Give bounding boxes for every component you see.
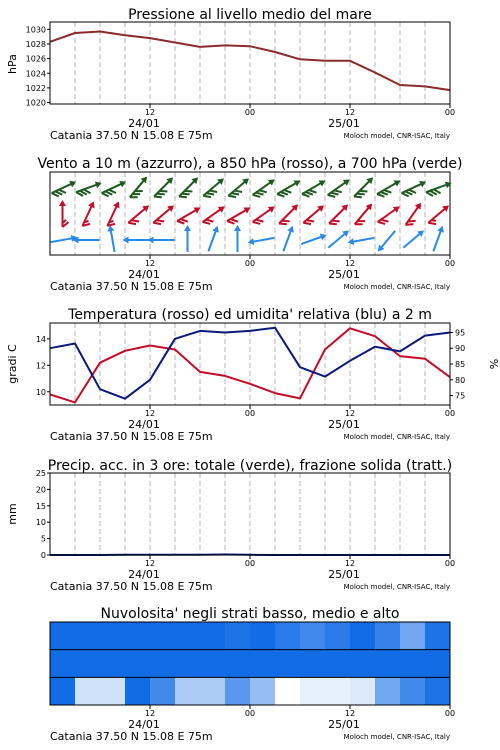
cloud-title: Nuvolosita' negli strati basso, medio e alto [100, 606, 400, 622]
location-label: Catania 37.50 N 15.08 E 75m [50, 580, 213, 593]
cloud-cell [300, 622, 325, 650]
wind-barb [148, 237, 175, 244]
wind-barb [425, 180, 454, 198]
wind-barb [375, 229, 398, 254]
wind-barb-head [95, 180, 103, 189]
wind-barb [375, 177, 403, 199]
wind-barb-shaft [51, 238, 75, 242]
precip-title: Precip. acc. in 3 ore: totale (verde), frazione solida (tratt.) [47, 458, 453, 474]
time-tick-label: 12 [144, 108, 156, 117]
wind-barb-head [194, 204, 203, 213]
cloud-cell [75, 622, 100, 650]
wind-barb [100, 178, 128, 198]
wind-barb [376, 204, 404, 227]
date-label: 24/01 [128, 718, 160, 731]
y-tick-label: 1022 [25, 83, 46, 93]
time-tick-label: 12 [344, 259, 356, 268]
cloud-cell [300, 650, 325, 678]
y-tick-label: 12 [35, 361, 46, 371]
cloud-cell [250, 622, 275, 650]
cloud-cell [250, 677, 275, 705]
time-tick-label: 00 [244, 559, 256, 568]
cloud-cell [150, 677, 175, 705]
date-label: 25/01 [328, 718, 360, 731]
wind-barb [352, 175, 378, 201]
wind-barb-head [113, 200, 122, 208]
date-label: 25/01 [328, 268, 360, 281]
cloud-cell [375, 650, 400, 678]
cloud-cell [175, 677, 200, 705]
cloud-cell [225, 677, 250, 705]
precip-ylabel: mm [6, 503, 19, 525]
wind-barb [106, 225, 118, 253]
cloud-cell [300, 677, 325, 705]
cloud-cell [425, 650, 450, 678]
wind-barb [275, 177, 303, 199]
model-label: Moloch model, CNR-ISAC, Italy [343, 583, 450, 591]
date-label: 25/01 [328, 418, 360, 431]
pressure-ylabel: hPa [6, 54, 19, 74]
wind-barb-head [437, 225, 446, 233]
y2-tick-label: 95 [455, 328, 466, 338]
cloud-cell [100, 650, 125, 678]
date-label: 25/01 [328, 568, 360, 581]
cloud-cell [75, 650, 100, 678]
date-label: 24/01 [128, 268, 160, 281]
date-label: 24/01 [128, 568, 160, 581]
wind-barb-head [287, 225, 296, 233]
wind-barb-shaft [227, 209, 248, 221]
y2-tick-label: 80 [455, 375, 466, 385]
wind-barb [430, 225, 446, 253]
cloud-cell [275, 650, 300, 678]
wind-barb [347, 234, 375, 246]
location-label: Catania 37.50 N 15.08 E 75m [50, 280, 213, 293]
wind-barb-shaft [177, 209, 198, 221]
y-tick-label: 1020 [25, 98, 46, 108]
wind-barb-head [59, 200, 66, 206]
cloud-cell [200, 650, 225, 678]
time-tick-label: 00 [444, 709, 456, 718]
cloud-cell [150, 650, 175, 678]
cloud-cell [400, 622, 425, 650]
wind-title: Vento a 10 m (azzurro), a 850 hPa (rosso), a 700 hPa (verde) [37, 156, 463, 172]
cloud-cell [200, 677, 225, 705]
wind-barb-shaft [301, 236, 324, 244]
wind-barb-shaft [208, 229, 216, 252]
wind-barb [234, 225, 241, 252]
wind-barb [277, 202, 303, 228]
time-tick-label: 00 [244, 409, 256, 418]
temp-ylabel: gradi C [6, 344, 19, 384]
wind-barb-head [234, 225, 241, 231]
cloud-cell [150, 622, 175, 650]
y2-tick-label: 85 [455, 360, 466, 369]
location-label: Catania 37.50 N 15.08 E 75m [50, 129, 213, 142]
location-label: Catania 37.50 N 15.08 E 75m [50, 430, 213, 443]
wind-barb-shaft [283, 229, 291, 252]
wind-barb [300, 177, 328, 199]
wind-barb [352, 201, 377, 228]
cloud-cell [50, 677, 75, 705]
cloud-cell [325, 622, 350, 650]
y-tick-label: 10 [35, 518, 46, 528]
wind-barb-shaft [328, 181, 348, 195]
time-tick-label: 00 [244, 709, 256, 718]
y-tick-label: 1030 [25, 25, 46, 35]
wind-barb [127, 174, 152, 201]
cloud-cell [325, 650, 350, 678]
cloud-plot [50, 622, 455, 743]
cloud-cell [125, 677, 150, 705]
time-tick-label: 12 [144, 559, 156, 568]
cloud-cell [175, 650, 200, 678]
wind-barb-head [320, 232, 328, 241]
wind-barb-shaft [380, 231, 395, 249]
wind-barb-head [69, 178, 77, 187]
cloud-cell [400, 677, 425, 705]
wind-barb [301, 203, 328, 228]
wind-barb-shaft [403, 232, 421, 247]
y-tick-label: 5 [40, 534, 46, 544]
wind-barb-shaft [328, 232, 346, 247]
wind-barb [401, 228, 426, 251]
time-tick-label: 00 [444, 409, 456, 418]
wind-barb [59, 200, 69, 227]
y-tick-label: 1024 [25, 69, 46, 79]
time-tick-label: 12 [344, 108, 356, 117]
precip-plot [36, 469, 455, 593]
wind-barb-head [419, 178, 427, 187]
y-tick-label: 20 [35, 485, 46, 495]
wind-barb [280, 225, 296, 253]
date-label: 24/01 [128, 418, 160, 431]
wind-barb-shaft [107, 204, 117, 226]
wind-barb-head [445, 180, 453, 189]
y-tick-label: 1026 [25, 54, 46, 64]
model-label: Moloch model, CNR-ISAC, Italy [343, 733, 450, 741]
y-tick-label: 15 [35, 501, 46, 511]
cloud-cell [250, 650, 275, 678]
cloud-cell [50, 650, 75, 678]
cloud-cell [225, 650, 250, 678]
cloud-cell [350, 677, 375, 705]
wind-barb [426, 203, 453, 228]
wind-barb-shaft [433, 229, 441, 252]
model-label: Moloch model, CNR-ISAC, Italy [343, 433, 450, 441]
wind-barb [326, 228, 351, 251]
cloud-cell [100, 677, 125, 705]
wind-barb [300, 232, 328, 248]
wind-barb-shaft [351, 238, 375, 242]
wind-barb [403, 201, 426, 229]
wind-barb-shaft [253, 208, 273, 222]
cloud-cell [350, 650, 375, 678]
time-tick-label: 12 [144, 259, 156, 268]
wind-barb-head [319, 177, 328, 186]
cloud-cell [375, 622, 400, 650]
wind-barb [400, 178, 428, 198]
wind-barb [79, 200, 99, 228]
wind-barb [184, 225, 191, 252]
time-tick-label: 12 [344, 409, 356, 418]
wind-barb-shaft [110, 228, 114, 252]
wind-barb-shaft [253, 181, 273, 195]
wind-barb [251, 177, 279, 200]
wind-barb-shaft [428, 207, 446, 222]
cloud-cell [125, 622, 150, 650]
wind-barb-shaft [203, 208, 223, 222]
time-tick-label: 00 [444, 108, 456, 117]
y2-tick-label: 90 [455, 344, 466, 354]
cloud-cell [400, 650, 425, 678]
cloud-cell [425, 677, 450, 705]
y-tick-label: 25 [35, 469, 46, 478]
time-tick-label: 12 [144, 709, 156, 718]
cloud-cell [275, 677, 300, 705]
cloud-cell [350, 622, 375, 650]
cloud-cell [75, 677, 100, 705]
wind-barb-head [347, 238, 354, 246]
cloud-cell [275, 622, 300, 650]
wind-barb [201, 176, 228, 201]
wind-barb [201, 204, 229, 227]
wind-barb [327, 202, 353, 228]
cloud-cell [225, 622, 250, 650]
time-tick-label: 12 [344, 709, 356, 718]
location-label: Catania 37.50 N 15.08 E 75m [50, 730, 213, 743]
date-label: 25/01 [328, 117, 360, 130]
time-tick-label: 00 [244, 259, 256, 268]
cloud-cell [125, 650, 150, 678]
wind-barb [225, 204, 253, 226]
cloud-cell [425, 622, 450, 650]
wind-barb-head [394, 177, 403, 186]
wind-barb [226, 176, 253, 201]
wind-barb [205, 225, 221, 253]
cloud-cell [100, 622, 125, 650]
date-label: 24/01 [128, 117, 160, 130]
cloud-cell [175, 622, 200, 650]
wind-barb [151, 203, 178, 228]
temp-rh-title: Temperatura (rosso) ed umidita' relativa (blu) a 2 m [68, 307, 432, 323]
time-tick-label: 00 [244, 108, 256, 117]
wind-barb-head [244, 204, 253, 213]
pressure-title: Pressione al livello medio del mare [128, 7, 372, 23]
time-tick-label: 00 [444, 259, 456, 268]
time-tick-label: 12 [344, 559, 356, 568]
wind-barb [251, 204, 279, 227]
wind-barb-head [184, 225, 191, 231]
wind-barb-shaft [82, 204, 92, 226]
time-tick-label: 00 [444, 559, 456, 568]
cloud-cell [50, 622, 75, 650]
wind-barb [126, 203, 153, 228]
y-tick-label: 14 [35, 334, 46, 344]
wind-barb [326, 177, 354, 200]
temp-rh-plot [36, 323, 465, 443]
wind-barb [175, 204, 203, 226]
wind-barb-head [119, 178, 127, 187]
wind-barb [247, 234, 275, 246]
wind-barb [152, 175, 178, 201]
wind-barb [123, 237, 150, 244]
wind-barb-head [247, 238, 254, 246]
model-label: Moloch model, CNR-ISAC, Italy [343, 132, 450, 140]
wind-barb-shaft [378, 208, 398, 222]
wind-barb-head [212, 225, 221, 233]
wind-plot [50, 172, 455, 293]
y-tick-label: 0 [40, 551, 46, 560]
pressure-plot [26, 22, 455, 142]
cloud-cell [325, 677, 350, 705]
y2-tick-label: 75 [455, 391, 466, 401]
wind-barb-head [294, 177, 303, 186]
wind-barb-head [88, 200, 97, 208]
wind-barb [75, 180, 104, 198]
y-tick-label: 10 [35, 387, 46, 397]
wind-barb [177, 175, 203, 201]
wind-barb [104, 200, 124, 228]
cloud-cell [200, 622, 225, 650]
model-label: Moloch model, CNR-ISAC, Italy [343, 283, 450, 291]
wind-barb [50, 178, 78, 198]
wind-barb-shaft [251, 238, 275, 242]
y-tick-label: 1028 [25, 39, 46, 49]
rh-ylabel: % [487, 358, 500, 370]
time-tick-label: 12 [144, 409, 156, 418]
cloud-cell [375, 677, 400, 705]
